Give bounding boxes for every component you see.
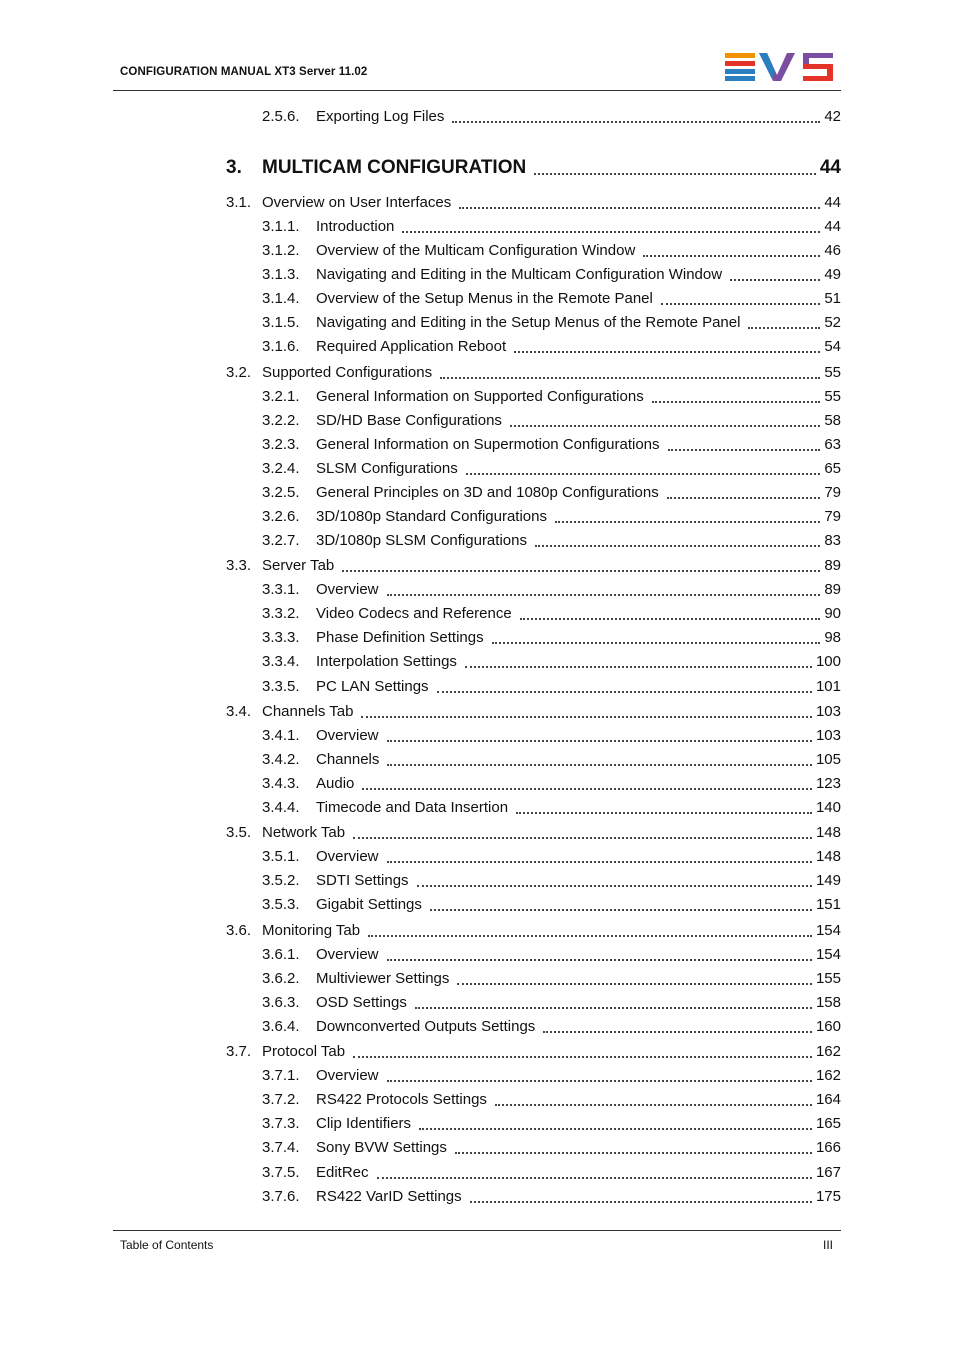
toc-entry-number: 3.4.1. bbox=[262, 727, 300, 744]
toc-entry-title: PC LAN Settings bbox=[316, 678, 429, 695]
toc-entry-page: 58 bbox=[824, 412, 841, 429]
toc-entry[interactable] bbox=[262, 1164, 841, 1182]
toc-entry-number: 3.1.2. bbox=[262, 242, 300, 259]
toc-entry-title: MULTICAM CONFIGURATION bbox=[262, 157, 527, 178]
toc-leader-dots bbox=[730, 278, 820, 281]
toc-entry[interactable] bbox=[262, 848, 841, 866]
toc-entry-number: 3.2.4. bbox=[262, 460, 300, 477]
toc-entry[interactable] bbox=[262, 314, 841, 332]
toc-leader-dots bbox=[353, 1055, 812, 1058]
toc-entry[interactable] bbox=[262, 799, 841, 817]
toc-entry-page: 175 bbox=[815, 1188, 841, 1205]
toc-leader-dots bbox=[387, 739, 812, 742]
toc-entry-title: Supported Configurations bbox=[262, 364, 433, 381]
toc-entry[interactable] bbox=[262, 388, 841, 406]
toc-leader-dots bbox=[495, 1103, 812, 1106]
toc-entry-page: 165 bbox=[815, 1115, 841, 1132]
toc-entry-page: 148 bbox=[815, 848, 841, 865]
toc-entry-title: Navigating and Editing in the Multicam Configuration Window bbox=[316, 266, 723, 283]
toc-entry[interactable] bbox=[262, 460, 841, 478]
toc-entry-title: Timecode and Data Insertion bbox=[316, 799, 509, 816]
toc-leader-dots bbox=[402, 230, 820, 233]
toc-entry-page: 89 bbox=[824, 581, 841, 598]
toc-entry[interactable] bbox=[262, 532, 841, 550]
toc-entry-page: 44 bbox=[824, 218, 841, 235]
toc-leader-dots bbox=[520, 617, 821, 620]
toc-entry-page: 63 bbox=[824, 436, 841, 453]
toc-leader-dots bbox=[667, 496, 821, 499]
toc-leader-dots bbox=[440, 376, 820, 379]
toc-entry-title: RS422 Protocols Settings bbox=[316, 1091, 487, 1108]
toc-entry[interactable] bbox=[262, 1091, 841, 1109]
toc-entry-page: 101 bbox=[815, 678, 841, 695]
toc-entry[interactable] bbox=[262, 1018, 841, 1036]
toc-entry-title: Overview bbox=[316, 1067, 379, 1084]
toc-entry[interactable] bbox=[262, 218, 841, 236]
toc-leader-dots bbox=[466, 472, 821, 475]
toc-entry[interactable] bbox=[262, 629, 841, 647]
toc-leader-dots bbox=[377, 1176, 812, 1179]
toc-entry-page: 162 bbox=[815, 1067, 841, 1084]
toc-entry-page: 98 bbox=[824, 629, 841, 646]
toc-leader-dots bbox=[362, 787, 812, 790]
toc-leader-dots bbox=[492, 641, 821, 644]
toc-entry-number: 3.1. bbox=[226, 194, 252, 211]
toc-entry-title: 3D/1080p SLSM Configurations bbox=[316, 532, 527, 549]
toc-entry-page: 42 bbox=[824, 108, 841, 125]
toc-entry-number: 3.7.1. bbox=[262, 1067, 300, 1084]
toc-entry-number: 3.2. bbox=[226, 364, 252, 381]
toc-entry[interactable] bbox=[262, 751, 841, 769]
toc-entry-number: 3.5. bbox=[226, 824, 252, 841]
toc-entry-number: 3.6.1. bbox=[262, 946, 300, 963]
toc-leader-dots bbox=[465, 665, 812, 668]
toc-entry-number: 3.7.4. bbox=[262, 1139, 300, 1156]
toc-entry[interactable] bbox=[226, 703, 841, 721]
toc-entry[interactable] bbox=[262, 508, 841, 526]
toc-entry-page: 149 bbox=[815, 872, 841, 889]
toc-entry[interactable] bbox=[262, 1115, 841, 1133]
toc-leader-dots bbox=[387, 860, 812, 863]
toc-entry[interactable] bbox=[262, 484, 841, 502]
toc-entry-number: 3.7.5. bbox=[262, 1164, 300, 1181]
toc-leader-dots bbox=[457, 982, 812, 985]
toc-entry-title: Overview bbox=[316, 727, 379, 744]
toc-entry-title: Overview on User Interfaces bbox=[262, 194, 452, 211]
toc-entry-number: 3.3.3. bbox=[262, 629, 300, 646]
toc-entry-title: Overview of the Multicam Configuration Window bbox=[316, 242, 636, 259]
toc-leader-dots bbox=[555, 520, 820, 523]
toc-entry-page: 105 bbox=[815, 751, 841, 768]
toc-entry-number: 3.1.1. bbox=[262, 218, 300, 235]
toc-entry-page: 154 bbox=[815, 922, 841, 939]
toc-entry[interactable] bbox=[226, 922, 841, 940]
toc-entry[interactable] bbox=[262, 775, 841, 793]
toc-leader-dots bbox=[459, 206, 820, 209]
toc-entry-title: Overview bbox=[316, 848, 379, 865]
toc-entry[interactable] bbox=[226, 824, 841, 842]
toc-entry-title: Exporting Log Files bbox=[316, 108, 445, 125]
toc-entry-page: 44 bbox=[824, 194, 841, 211]
toc-entry-number: 3.3. bbox=[226, 557, 252, 574]
toc-entry-page: 90 bbox=[824, 605, 841, 622]
toc-chapter-entry[interactable] bbox=[226, 157, 841, 179]
toc-entry-title: Sony BVW Settings bbox=[316, 1139, 447, 1156]
toc-entry-page: 140 bbox=[815, 799, 841, 816]
toc-entry-title: SDTI Settings bbox=[316, 872, 409, 889]
toc-entry-title: Introduction bbox=[316, 218, 395, 235]
toc-leader-dots bbox=[430, 908, 812, 911]
toc-leader-dots bbox=[516, 811, 812, 814]
toc-entry-title: SLSM Configurations bbox=[316, 460, 458, 477]
toc-leader-dots bbox=[437, 690, 812, 693]
toc-entry[interactable] bbox=[262, 994, 841, 1012]
toc-entry[interactable] bbox=[262, 946, 841, 964]
toc-leader-dots bbox=[387, 958, 812, 961]
toc-entry-title: EditRec bbox=[316, 1164, 369, 1181]
toc-entry-title: Channels bbox=[316, 751, 380, 768]
toc-entry-number: 3.6. bbox=[226, 922, 252, 939]
toc-entry-number: 2.5.6. bbox=[262, 108, 300, 125]
toc-entry-page: 79 bbox=[824, 484, 841, 501]
toc-entry-title: SD/HD Base Configurations bbox=[316, 412, 502, 429]
toc-leader-dots bbox=[387, 593, 821, 596]
toc-entry-page: 155 bbox=[815, 970, 841, 987]
toc-entry-number: 3.2.5. bbox=[262, 484, 300, 501]
toc-entry-title: Interpolation Settings bbox=[316, 653, 457, 670]
toc-entry-title: General Information on Supermotion Configurations bbox=[316, 436, 660, 453]
toc-entry-number: 3.4.2. bbox=[262, 751, 300, 768]
evs-logo bbox=[725, 53, 835, 81]
toc-entry-number: 3.7.6. bbox=[262, 1188, 300, 1205]
toc-entry-page: 83 bbox=[824, 532, 841, 549]
toc-entry-number: 3.4.3. bbox=[262, 775, 300, 792]
toc-entry[interactable] bbox=[262, 896, 841, 914]
toc-entry-number: 3.7.2. bbox=[262, 1091, 300, 1108]
toc-entry-title: Video Codecs and Reference bbox=[316, 605, 512, 622]
toc-entry[interactable] bbox=[262, 970, 841, 988]
header-rule bbox=[113, 90, 841, 91]
toc-leader-dots bbox=[368, 934, 812, 937]
toc-entry-page: 164 bbox=[815, 1091, 841, 1108]
toc-entry-title: Required Application Reboot bbox=[316, 338, 507, 355]
toc-entry-title: Protocol Tab bbox=[262, 1043, 346, 1060]
toc-entry-title: General Principles on 3D and 1080p Configurations bbox=[316, 484, 659, 501]
toc-entry-number: 3.4.4. bbox=[262, 799, 300, 816]
toc-entry-number: 3.3.4. bbox=[262, 653, 300, 670]
toc-entry[interactable] bbox=[226, 194, 841, 212]
toc-entry-page: 54 bbox=[824, 338, 841, 355]
toc-entry-page: 166 bbox=[815, 1139, 841, 1156]
footer-rule bbox=[113, 1230, 841, 1231]
toc-entry-number: 3.2.1. bbox=[262, 388, 300, 405]
toc-leader-dots bbox=[643, 254, 820, 257]
toc-entry-title: Network Tab bbox=[262, 824, 346, 841]
toc-leader-dots bbox=[543, 1030, 812, 1033]
toc-leader-dots bbox=[535, 544, 820, 547]
toc-leader-dots bbox=[668, 448, 821, 451]
toc-entry[interactable] bbox=[262, 678, 841, 696]
document-title: CONFIGURATION MANUAL XT3 Server 11.02 bbox=[120, 66, 368, 78]
toc-entry-number: 3.3.5. bbox=[262, 678, 300, 695]
toc-leader-dots bbox=[534, 172, 816, 175]
toc-entry[interactable] bbox=[262, 872, 841, 890]
toc-entry-page: 123 bbox=[815, 775, 841, 792]
toc-leader-dots bbox=[387, 763, 812, 766]
toc-entry-page: 51 bbox=[824, 290, 841, 307]
footer-page-number: III bbox=[823, 1238, 834, 1252]
toc-entry-page: 103 bbox=[815, 703, 841, 720]
toc-entry[interactable] bbox=[262, 338, 841, 356]
toc-entry[interactable] bbox=[226, 557, 841, 575]
toc-entry-number: 3.6.4. bbox=[262, 1018, 300, 1035]
toc-entry-page: 160 bbox=[815, 1018, 841, 1035]
toc-entry[interactable] bbox=[262, 727, 841, 745]
toc-entry-title: Navigating and Editing in the Setup Menus of the Remote Panel bbox=[316, 314, 741, 331]
toc-leader-dots bbox=[387, 1079, 812, 1082]
toc-entry-title: Monitoring Tab bbox=[262, 922, 361, 939]
toc-entry[interactable] bbox=[262, 1188, 841, 1206]
toc-entry[interactable] bbox=[262, 1139, 841, 1157]
toc-entry-title: Overview of the Setup Menus in the Remote Panel bbox=[316, 290, 653, 307]
toc-entry-number: 3.3.2. bbox=[262, 605, 300, 622]
toc-leader-dots bbox=[415, 1006, 812, 1009]
toc-entry[interactable] bbox=[262, 436, 841, 454]
toc-entry-page: 52 bbox=[824, 314, 841, 331]
toc-entry-number: 3.2.3. bbox=[262, 436, 300, 453]
toc-entry-page: 158 bbox=[815, 994, 841, 1011]
footer-section-title: Table of Contents bbox=[120, 1238, 214, 1252]
toc-leader-dots bbox=[748, 326, 820, 329]
toc-entry[interactable] bbox=[262, 242, 841, 260]
toc-entry-page: 44 bbox=[819, 157, 841, 178]
toc-entry[interactable] bbox=[226, 364, 841, 382]
toc-leader-dots bbox=[361, 715, 812, 718]
toc-entry[interactable] bbox=[226, 1043, 841, 1061]
toc-entry-number: 3.3.1. bbox=[262, 581, 300, 598]
toc-entry-title: 3D/1080p Standard Configurations bbox=[316, 508, 547, 525]
toc-entry-page: 100 bbox=[815, 653, 841, 670]
toc-entry-number: 3. bbox=[226, 157, 242, 178]
toc-entry-number: 3.1.4. bbox=[262, 290, 300, 307]
toc-entry-number: 3.1.3. bbox=[262, 266, 300, 283]
toc-entry-number: 3.7.3. bbox=[262, 1115, 300, 1132]
toc-entry-number: 3.5.1. bbox=[262, 848, 300, 865]
toc-entry-page: 65 bbox=[824, 460, 841, 477]
toc-entry-number: 3.5.3. bbox=[262, 896, 300, 913]
toc-entry-number: 3.2.6. bbox=[262, 508, 300, 525]
toc-entry-page: 154 bbox=[815, 946, 841, 963]
toc-entry-title: Audio bbox=[316, 775, 355, 792]
toc-entry-number: 3.6.3. bbox=[262, 994, 300, 1011]
toc-entry-page: 162 bbox=[815, 1043, 841, 1060]
toc-entry[interactable] bbox=[262, 412, 841, 430]
toc-leader-dots bbox=[514, 350, 820, 353]
toc-entry-number: 3.1.5. bbox=[262, 314, 300, 331]
toc-entry-title: Gigabit Settings bbox=[316, 896, 422, 913]
toc-entry-page: 49 bbox=[824, 266, 841, 283]
toc-entry[interactable] bbox=[262, 653, 841, 671]
toc-leader-dots bbox=[353, 836, 812, 839]
toc-entry-page: 89 bbox=[824, 557, 841, 574]
toc-entry-number: 3.6.2. bbox=[262, 970, 300, 987]
toc-leader-dots bbox=[419, 1127, 812, 1130]
toc-leader-dots bbox=[470, 1200, 812, 1203]
toc-entry-title: Clip Identifiers bbox=[316, 1115, 412, 1132]
toc-entry-page: 55 bbox=[824, 388, 841, 405]
toc-entry-page: 148 bbox=[815, 824, 841, 841]
toc-leader-dots bbox=[417, 884, 812, 887]
toc-entry-title: Channels Tab bbox=[262, 703, 354, 720]
toc-leader-dots bbox=[455, 1151, 812, 1154]
toc-entry-page: 167 bbox=[815, 1164, 841, 1181]
toc-entry[interactable] bbox=[262, 581, 841, 599]
toc-entry-number: 3.7. bbox=[226, 1043, 252, 1060]
toc-entry-page: 55 bbox=[824, 364, 841, 381]
toc-entry-title: Overview bbox=[316, 946, 379, 963]
toc-leader-dots bbox=[452, 120, 820, 123]
toc-leader-dots bbox=[661, 302, 820, 305]
toc-entry-number: 3.1.6. bbox=[262, 338, 300, 355]
toc-entry-page: 151 bbox=[815, 896, 841, 913]
toc-entry-page: 79 bbox=[824, 508, 841, 525]
toc-entry-title: Downconverted Outputs Settings bbox=[316, 1018, 536, 1035]
toc-entry[interactable] bbox=[262, 605, 841, 623]
toc-entry-title: RS422 VarID Settings bbox=[316, 1188, 462, 1205]
toc-entry-number: 3.5.2. bbox=[262, 872, 300, 889]
toc-entry[interactable] bbox=[262, 290, 841, 308]
toc-entry-number: 3.4. bbox=[226, 703, 252, 720]
toc-entry-number: 3.2.7. bbox=[262, 532, 300, 549]
toc-leader-dots bbox=[342, 569, 820, 572]
toc-entry-title: Server Tab bbox=[262, 557, 335, 574]
toc-entry-page: 46 bbox=[824, 242, 841, 259]
toc-leader-dots bbox=[652, 400, 821, 403]
toc-entry-title: OSD Settings bbox=[316, 994, 407, 1011]
toc-entry-title: Phase Definition Settings bbox=[316, 629, 484, 646]
toc-entry[interactable] bbox=[262, 266, 841, 284]
toc-entry-page: 103 bbox=[815, 727, 841, 744]
toc-entry-title: Overview bbox=[316, 581, 379, 598]
toc-entry-title: Multiviewer Settings bbox=[316, 970, 450, 987]
toc-entry-number: 3.2.2. bbox=[262, 412, 300, 429]
toc-entry-title: General Information on Supported Configurations bbox=[316, 388, 644, 405]
toc-entry[interactable] bbox=[262, 108, 841, 126]
toc-entry[interactable] bbox=[262, 1067, 841, 1085]
toc-leader-dots bbox=[510, 424, 820, 427]
